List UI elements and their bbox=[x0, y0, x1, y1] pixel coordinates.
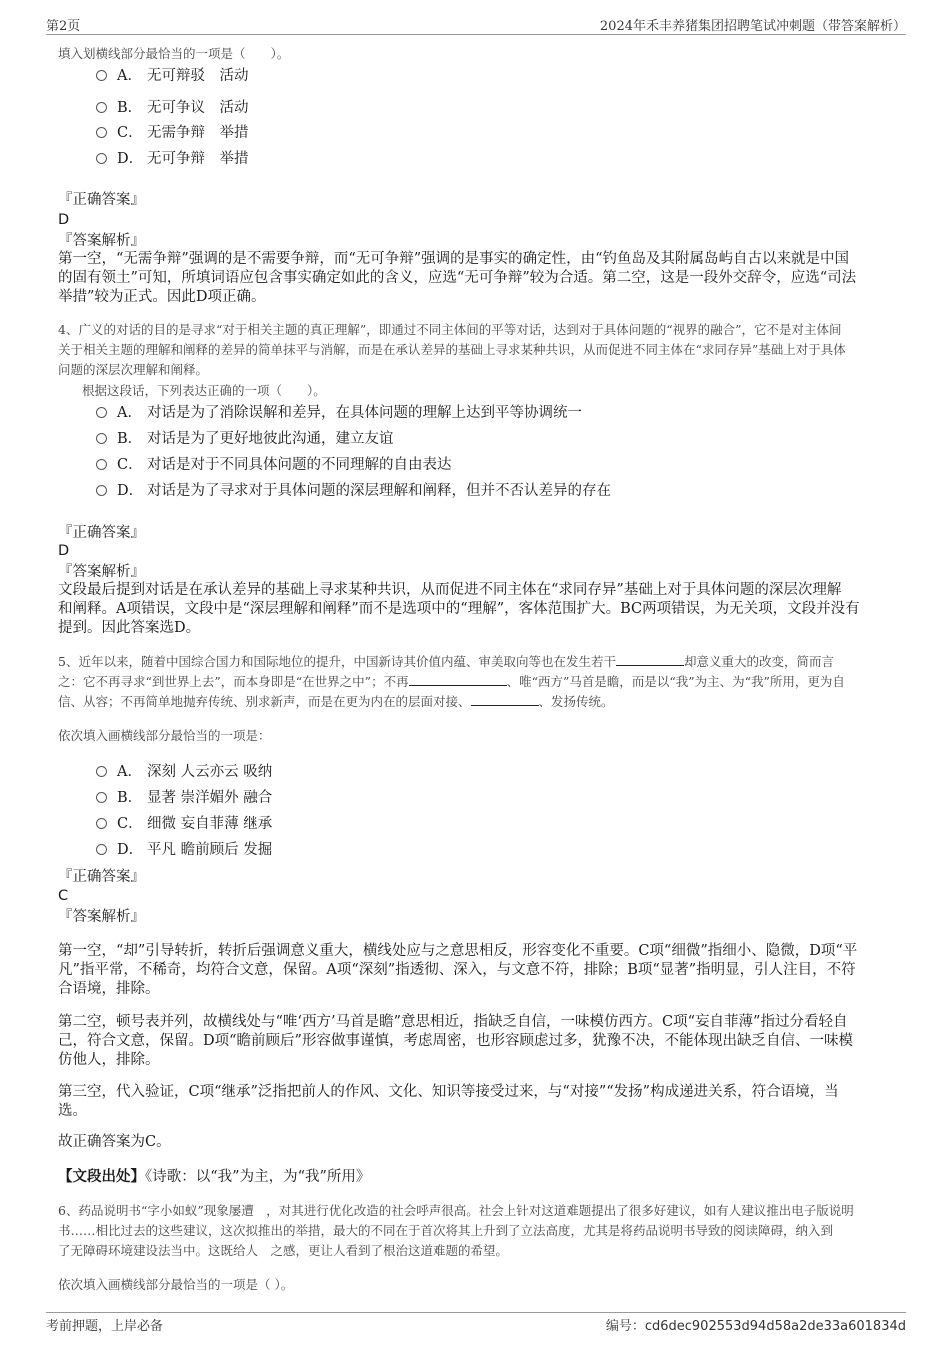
q5-option-c[interactable]: C． 细微 妄自菲薄 继承 bbox=[96, 813, 272, 835]
q3-stem: 填入划横线部分最恰当的一项是（ ）。 bbox=[58, 46, 290, 61]
q3-option-b[interactable]: B． 无可争议 活动 bbox=[96, 97, 249, 119]
q5-analysis-para-1: 第一空，“却”引导转折，转折后强调意义重大，横线处应与之意思相反，形容变化不重要。C项“细微”指细小、隐微，D项“平 凡”指平常，不稀奇，均符合文意，保留。A项“深刻”指透彻、深入，与文意不符，排除；B项“显著”指明显，引人注目，不符 合语境，排除。 bbox=[58, 943, 858, 997]
q6-passage: 6、药品说明书“字小如蚁”现象屡遭 ，对其进行优化改造的社会呼声很高。社会上针对这道难题提出了很多好建议，如有人建议推出电子版说明 书……相比过去的这些建议，这次拟推出的举措，最大的不同在于首次将其上升到了立法高度，尤其是将药品说明书导致的阅读障碍，纳入到 了无障碍环境建设法当中。这既给人 之感，更让人看到了根治这道难题的希望。 bbox=[58, 1203, 854, 1258]
radio-icon[interactable] bbox=[96, 153, 107, 164]
footer-code: 编号：cd6dec902553d94d58a2de33a601834d bbox=[605, 1319, 906, 1334]
page-header bbox=[46, 14, 906, 35]
q4-stem: 根据这段话，下列表达正确的一项（ ）。 bbox=[82, 383, 326, 398]
radio-icon[interactable] bbox=[96, 844, 107, 855]
q4-option-c[interactable]: C． 对话是对于不同具体问题的不同理解的自由表达 bbox=[96, 454, 452, 476]
q3-answer-label: 『正确答案』 bbox=[58, 192, 145, 208]
q4-analysis: 文段最后提到对话是在承认差异的基础上寻求某种共识，从而促进不同主体在“求同存异”基础上对于具体问题的深层次理解 和阐释。A项错误，文段中是“深层理解和阐释”而不是选项中的“理解”，客体范围扩大。BC两项错误，为无关项，文段并没有 提到。因此答案选D。 bbox=[58, 582, 860, 636]
blank-3 bbox=[471, 693, 539, 706]
q4-option-d[interactable]: D． 对话是为了寻求对于具体问题的深层理解和阐释，但并不否认差异的存在 bbox=[96, 480, 611, 502]
q3-option-c[interactable]: C． 无需争辩 举措 bbox=[96, 122, 249, 144]
q5-conclusion: 故正确答案为C。 bbox=[58, 1134, 171, 1150]
q5-stem: 依次填入画横线部分最恰当的一项是： bbox=[58, 728, 271, 743]
radio-icon[interactable] bbox=[96, 407, 107, 418]
document-title: 2024年禾丰养猪集团招聘笔试冲刺题（带答案解析） bbox=[599, 19, 906, 34]
q4-passage: 4、广义的对话的目的是寻求“对于相关主题的真正理解”，即通过不同主体间的平等对话，达到对于具体问题的“视界的融合”，它不是对主体间 关于相关主题的理解和阐释的差异的简单抹平与消解，而是在承认差异的基础上寻求某种共识，从而促进不同主体在“求同存异”基础上对于具体 问题的深层次理解和阐释。 bbox=[58, 322, 846, 377]
q6-stem: 依次填入画横线部分最恰当的一项是（ ）。 bbox=[58, 1277, 294, 1292]
q3-option-a[interactable]: A． 无可辩驳 活动 bbox=[96, 65, 249, 87]
q5-answer: C bbox=[58, 888, 69, 904]
radio-icon[interactable] bbox=[96, 127, 107, 138]
q5-option-b[interactable]: B． 显著 崇洋媚外 融合 bbox=[96, 787, 272, 809]
q3-answer: D bbox=[58, 212, 70, 228]
q4-answer: D bbox=[58, 543, 70, 559]
radio-icon[interactable] bbox=[96, 485, 107, 496]
q5-analysis-label: 『答案解析』 bbox=[58, 909, 145, 925]
blank-2 bbox=[409, 673, 507, 686]
q3-option-d[interactable]: D． 无可争辩 举措 bbox=[96, 148, 249, 170]
blank-1 bbox=[616, 653, 684, 666]
q3-analysis: 第一空，“无需争辩”强调的是不需要争辩，而“无可争辩”强调的是事实的确定性，由“钓鱼岛及其附属岛屿自古以来就是中国 的固有领土”可知，所填词语应包含事实确定如此的含义，应选“无可争辩”较为合适。第二空，这是一段外交辞令，应选“司法 举措”较为正式。因此D项正确。 bbox=[58, 251, 857, 305]
q4-option-b[interactable]: B． 对话是为了更好地彼此沟通，建立友谊 bbox=[96, 428, 394, 450]
radio-icon[interactable] bbox=[96, 459, 107, 470]
q5-analysis-para-2: 第二空，顿号表并列，故横线处与“唯‘西方’马首是瞻”意思相近，指缺乏自信，一味模仿西方。C项“妄自菲薄”指过分看轻自 己，符合文意，保留。D项“瞻前顾后”形容做事谨慎，考虑周密，也形容顾虑过多，犹豫不决，不能体现出缺乏自信、一味模 仿他人，排除。 bbox=[58, 1014, 853, 1068]
q5-passage: 5、近年以来，随着中国综合国力和国际地位的提升，中国新诗其价值内蕴、审美取向等也在发生若干 却意义重大的改变，简而言 之：它不再寻求“到世界上去”，而本身即是“在世界之中”；不再 、唯“西方”马首是瞻，而是以“我”为主、为“我”所用，更为自 信、从容；不再简单地抛弃传统、别求新声，而是在更为内在的层面对接、 、发扬传统。 bbox=[58, 654, 845, 709]
q3-analysis-label: 『答案解析』 bbox=[58, 233, 145, 249]
radio-icon[interactable] bbox=[96, 792, 107, 803]
q4-option-a[interactable]: A． 对话是为了消除误解和差异，在具体问题的理解上达到平等协调统一 bbox=[96, 402, 582, 424]
q4-answer-label: 『正确答案』 bbox=[58, 525, 145, 541]
q5-option-a[interactable]: A． 深刻 人云亦云 吸纳 bbox=[96, 761, 272, 783]
radio-icon[interactable] bbox=[96, 433, 107, 444]
page-number: 第2页 bbox=[46, 19, 81, 34]
radio-icon[interactable] bbox=[96, 102, 107, 113]
q5-source: 【文段出处】《诗歌：以“我”为主，为“我”所用》 bbox=[58, 1168, 371, 1185]
q4-analysis-label: 『答案解析』 bbox=[58, 564, 145, 580]
q5-analysis-para-3: 第三空，代入验证，C项“继承”泛指把前人的作风、文化、知识等接受过来，与“对接”“发扬”构成递进关系，符合语境，当 选。 bbox=[58, 1084, 839, 1119]
footer-slogan: 考前押题，上岸必备 bbox=[46, 1319, 164, 1334]
q5-answer-label: 『正确答案』 bbox=[58, 869, 145, 885]
q5-option-d[interactable]: D． 平凡 瞻前顾后 发掘 bbox=[96, 839, 272, 861]
radio-icon[interactable] bbox=[96, 70, 107, 81]
page-footer bbox=[46, 1312, 906, 1337]
radio-icon[interactable] bbox=[96, 818, 107, 829]
radio-icon[interactable] bbox=[96, 766, 107, 777]
